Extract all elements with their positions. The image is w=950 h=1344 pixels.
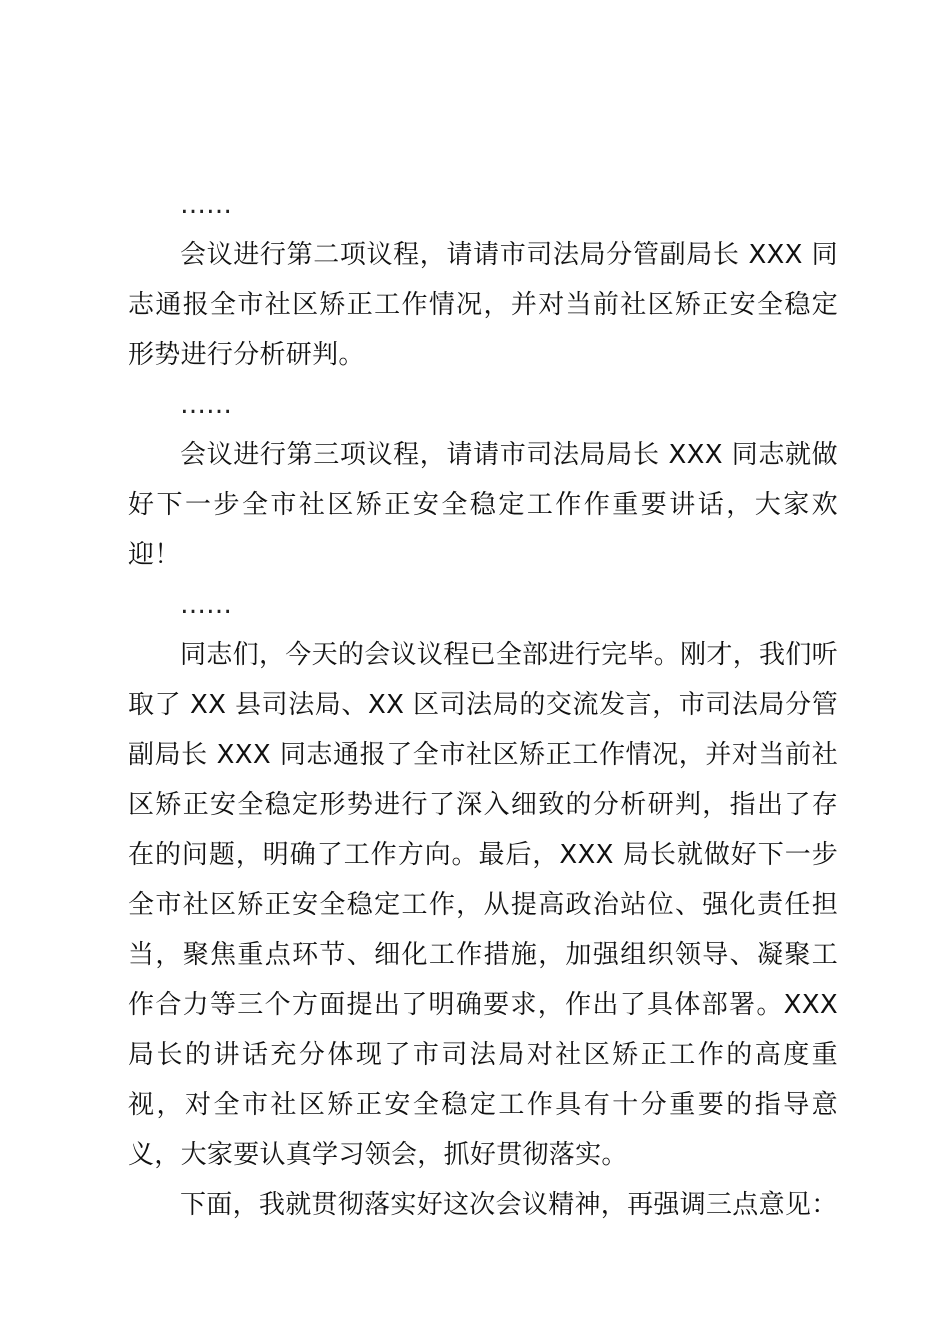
ellipsis-line: …… <box>180 190 232 220</box>
paragraph-summary: 同志们，今天的会议议程已全部进行完毕。刚才，我们听取了 XX 县司法局、XX 区司法局的交流发言，市司法局分管副局长 XXX 同志通报了全市社区矫正工作情况，并对当前社区矫正安全稳定形势进行了深入细致的分析研判，指出了存在的问题，明确了工作方向。最后，XXX 局长就做好下一步全市社区矫正安全稳定工作，从提高政治站位、强化责任担当，聚焦重点环节、细化工作措施，加强组织领导、凝聚工作合力等三个方面提出了明确要求，作出了具体部署。XXX 局长的讲话充分体现了市司法局对社区矫正工作的高度重视，对全市社区矫正安全稳定工作具有十分重要的指导意义，大家要认真学习领会，抓好贯彻落实。 <box>128 640 838 1170</box>
document-body <box>128 180 838 1230</box>
paragraph-agenda-three: 会议进行第三项议程，请请市司法局局长 XXX 同志就做好下一步全市社区矫正安全稳定工作作重要讲话，大家欢迎！ <box>128 440 838 570</box>
paragraph-closing-intro: 下面，我就贯彻落实好这次会议精神，再强调三点意见： <box>180 1190 838 1220</box>
ellipsis-line: …… <box>180 590 232 620</box>
paragraph-agenda-two: 会议进行第二项议程，请请市司法局分管副局长 XXX 同志通报全市社区矫正工作情况，并对当前社区矫正安全稳定形势进行分析研判。 <box>128 240 838 370</box>
ellipsis-line: …… <box>180 390 232 420</box>
